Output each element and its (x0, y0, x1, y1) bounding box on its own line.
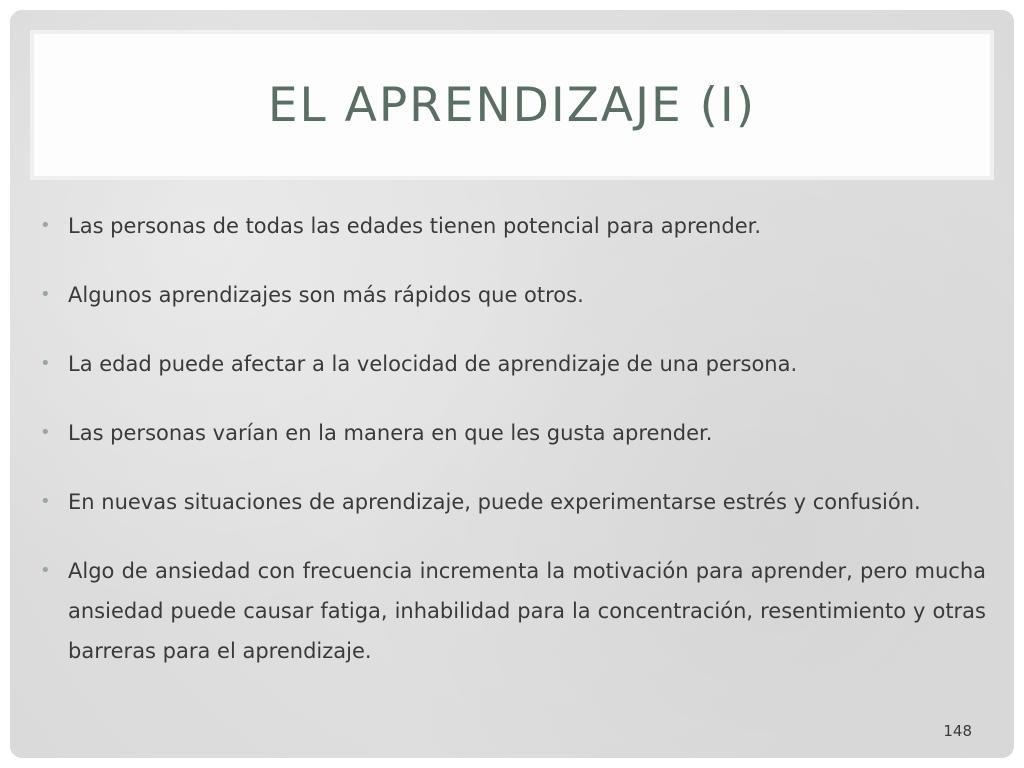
bullet-item (40, 206, 986, 246)
bullet-icon: • (40, 284, 51, 305)
bullet-icon: • (40, 422, 51, 443)
slide-content (40, 206, 986, 700)
bullet-text: Algo de ansiedad con frecuencia incrementa la motivación para aprender, pero mucha ansiedad puede causar fatiga, inhabilidad para la concentración, resentimiento y otras barreras para el aprendizaje. (68, 559, 986, 663)
bullet-item (40, 275, 986, 315)
bullet-item (40, 482, 986, 522)
page-number: 148 (943, 722, 972, 740)
bullet-text: Las personas de todas las edades tienen potencial para aprender. (68, 214, 761, 238)
bullet-icon: • (40, 560, 51, 581)
slide (10, 10, 1014, 758)
bullet-item (40, 344, 986, 384)
bullet-list (40, 206, 986, 671)
bullet-text: Algunos aprendizajes son más rápidos que otros. (68, 283, 584, 307)
bullet-icon: • (40, 491, 51, 512)
bullet-text: La edad puede afectar a la velocidad de aprendizaje de una persona. (68, 352, 798, 376)
bullet-text: En nuevas situaciones de aprendizaje, puede experimentarse estrés y confusión. (68, 490, 921, 514)
slide-title: EL APRENDIZAJE (I) (267, 77, 757, 133)
bullet-text: Las personas varían en la manera en que les gusta aprender. (68, 421, 713, 445)
bullet-icon: • (40, 353, 51, 374)
bullet-item (40, 551, 986, 671)
bullet-item (40, 413, 986, 453)
bullet-icon: • (40, 215, 51, 236)
title-band (30, 30, 994, 180)
